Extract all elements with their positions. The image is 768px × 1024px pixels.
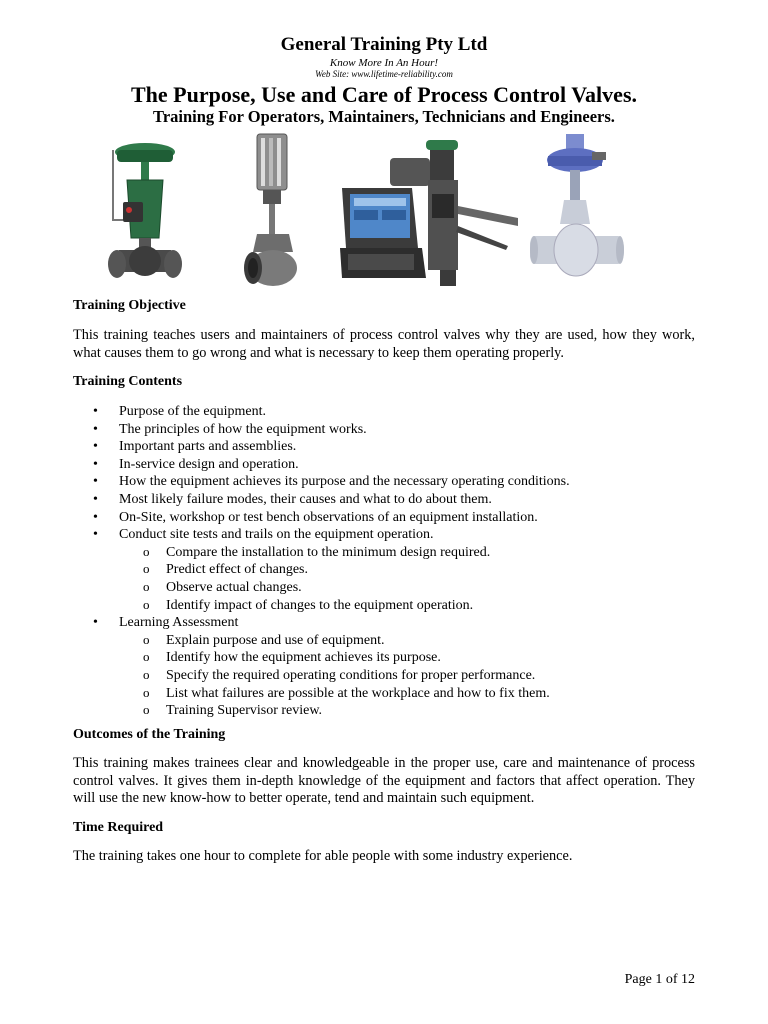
page-number: Page 1 of 12 [624, 972, 695, 987]
laptop-valve-diagnostics-icon [340, 136, 522, 288]
sub-list-item: o Predict effect of changes. [119, 561, 695, 579]
list-item: • Important parts and assemblies. [73, 438, 695, 456]
sub-list-item: o Identify how the equipment achieves its purpose. [119, 649, 695, 667]
assessment-sublist [119, 632, 695, 720]
sub-list-item: o Compare the installation to the minimum design required. [119, 544, 695, 562]
sub-list-item: o Observe actual changes. [119, 579, 695, 597]
piston-actuator-gate-valve-icon [243, 132, 303, 288]
green-actuator-control-valve-icon [105, 140, 185, 288]
site-tests-sublist [119, 544, 695, 614]
list-item-label: Learning Assessment [119, 615, 239, 631]
company-name: General Training Pty Ltd [280, 34, 488, 55]
document-subtitle: Training For Operators, Maintainers, Technicians and Engineers. [153, 107, 615, 126]
outcomes-heading: Outcomes of the Training [73, 727, 226, 742]
sub-list-item: o Identify impact of changes to the equipment operation. [119, 597, 695, 615]
list-item-learning-assessment [73, 614, 695, 720]
list-item: • In-service design and operation. [73, 456, 695, 474]
list-item: • Most likely failure modes, their causes and what to do about them. [73, 491, 695, 509]
list-item-site-tests [73, 526, 695, 614]
sub-list-item: o Explain purpose and use of equipment. [119, 632, 695, 650]
list-item: • The principles of how the equipment works. [73, 421, 695, 439]
list-item: • Purpose of the equipment. [73, 403, 695, 421]
company-website: Web Site: www.lifetime-reliability.com [315, 69, 453, 79]
time-paragraph: The training takes one hour to complete for able people with some industry experience. [73, 848, 573, 864]
contents-heading: Training Contents [73, 374, 183, 389]
list-item: • On-Site, workshop or test bench observations of an equipment installation. [73, 509, 695, 527]
valve-photo-strip [0, 132, 768, 292]
blue-actuator-steel-valve-icon [530, 132, 628, 280]
objective-paragraph: This training teaches users and maintainers of process control valves why they are used, how they work, what causes them to go wrong and what is necessary to keep them operating properly. [73, 327, 695, 361]
outcomes-paragraph: This training makes trainees clear and knowledgeable in the proper use, care and maintenance of process control valves. It gives them in-depth knowledge of the equipment and factors that affect operation. They will use the new know-how to better operate, tend and maintain such equipment. [73, 755, 695, 807]
company-tagline: Know More In An Hour! [329, 57, 439, 69]
objective-heading: Training Objective [73, 298, 186, 313]
sub-list-item: o List what failures are possible at the workplace and how to fix them. [119, 685, 695, 703]
sub-list-item: o Training Supervisor review. [119, 702, 695, 720]
list-item: • How the equipment achieves its purpose and the necessary operating conditions. [73, 473, 695, 491]
contents-list [73, 403, 695, 720]
list-item-label: Conduct site tests and trails on the equipment operation. [119, 527, 434, 543]
time-heading: Time Required [73, 820, 164, 835]
sub-list-item: o Specify the required operating conditions for proper performance. [119, 667, 695, 685]
document-title: The Purpose, Use and Care of Process Control Valves. [131, 82, 637, 107]
